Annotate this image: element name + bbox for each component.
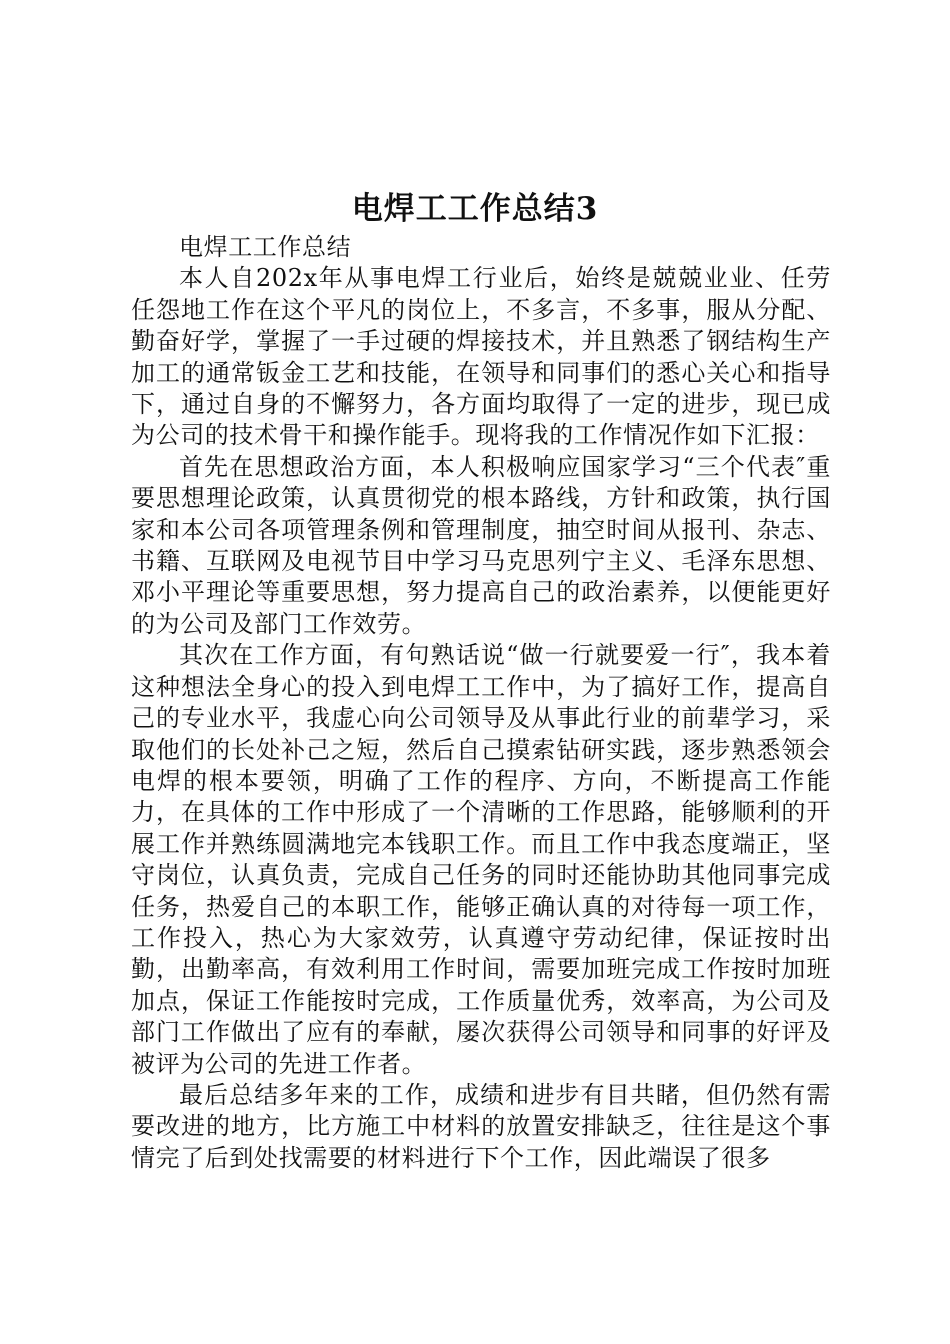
paragraph-conclusion: 最后总结多年来的工作，成绩和进步有目共睹，但仍然有需要改进的地方，比方施工中材料的放置安排缺乏，往往是这个事情完了后到处找需要的材料进行下个工作，因此端误了很多	[131, 1080, 831, 1172]
document-body	[131, 232, 831, 1174]
paragraph-political-thought: 首先在思想政治方面，本人积极响应国家学习“三个代表″重要思想理论政策，认真贯彻党的根本路线，方针和政策，执行国家和本公司各项管理条例和管理制度，抽空时间从报刊、杂志、书籍、互联网及电视节目中学习马克思列宁主义、毛泽东思想、邓小平理论等重要思想，努力提高自己的政治素养，以便能更好的为公司及部门工作效劳。	[131, 452, 831, 638]
document-title: 电焊工工作总结3	[351, 191, 599, 227]
paragraph-work: 其次在工作方面，有句熟话说“做一行就要爱一行″，我本着这种想法全身心的投入到电焊工工作中，为了搞好工作，提高自己的专业水平，我虚心向公司领导及从事此行业的前辈学习，采取他们的长处补己之短，然后自己摸索钻研实践，逐步熟悉领会电焊的根本要领，明确了工作的程序、方向，不断提高工作能力，在具体的工作中形成了一个清晰的工作思路，能够顺利的开展工作并熟练圆满地完本钱职工作。而且工作中我态度端正，坚守岗位，认真负责，完成自己任务的同时还能协助其他同事完成任务，热爱自己的本职工作，能够正确认真的对待每一项工作，工作投入，热心为大家效劳，认真遵守劳动纪律，保证按时出勤，出勤率高，有效利用工作时间，需要加班完成工作按时加班加点，保证工作能按时完成，工作质量优秀，效率高，为公司及部门工作做出了应有的奉献，屡次获得公司领导和同事的好评及被评为公司的先进工作者。	[131, 641, 831, 1078]
paragraph-subtitle: 电焊工工作总结	[179, 233, 352, 261]
paragraph-introduction: 本人自202x年从事电焊工行业后，始终是兢兢业业、任劳任怨地工作在这个平凡的岗位上，不多言，不多事，服从分配、勤奋好学，掌握了一手过硬的焊接技术，并且熟悉了钢结构生产加工的通常钣金工艺和技能，在领导和同事们的悉心关心和指导下，通过自身的不懈努力，各方面均取得了一定的进步，现已成为公司的技术骨干和操作能手。现将我的工作情况作如下汇报：	[131, 264, 831, 450]
